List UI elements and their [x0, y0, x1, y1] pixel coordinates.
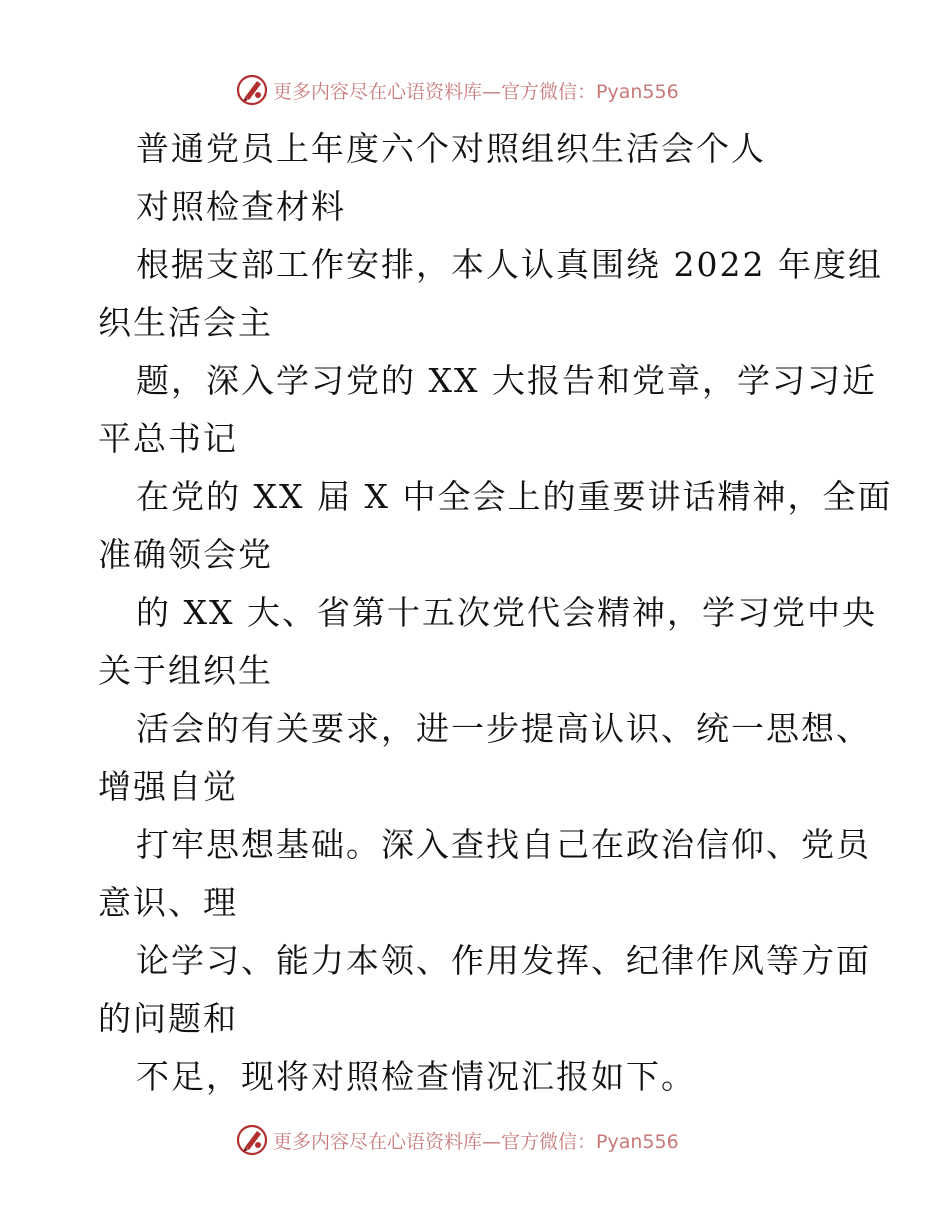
text-line: 根据支部工作安排，本人认真围绕 2022 年度组: [136, 245, 883, 284]
watermark-text: 更多内容尽在心语资料库—官方微信：Pyan556: [273, 80, 679, 103]
watermark-banner-top: [235, 70, 679, 110]
text-line: 的问题和: [98, 999, 238, 1038]
text-line: 平总书记: [98, 419, 238, 458]
text-line: 对照检查材料: [136, 187, 346, 226]
watermark-banner-bottom: [235, 1120, 679, 1160]
text-line: 在党的 XX 届 X 中全会上的重要讲话精神，全面: [136, 477, 893, 516]
text-line: 打牢思想基础。深入查找自己在政治信仰、党员: [136, 825, 871, 864]
text-line: 关于组织生: [98, 651, 273, 690]
text-line: 的 XX 大、省第十五次党代会精神，学习党中央: [136, 593, 877, 632]
text-line: 不足，现将对照检查情况汇报如下。: [136, 1057, 696, 1096]
text-line: 题，深入学习党的 XX 大报告和党章，学习习近: [136, 361, 877, 400]
text-line: 论学习、能力本领、作用发挥、纪律作风等方面: [136, 941, 871, 980]
document-body: [98, 120, 893, 1106]
text-line: 织生活会主: [98, 303, 273, 342]
watermark-text: 更多内容尽在心语资料库—官方微信：Pyan556: [273, 1130, 679, 1153]
text-line: 活会的有关要求，进一步提高认识、统一思想、: [136, 709, 871, 748]
text-line: 意识、理: [98, 883, 238, 922]
text-line: 普通党员上年度六个对照组织生活会个人: [136, 129, 766, 168]
text-line: 增强自觉: [98, 767, 238, 806]
text-line: 准确领会党: [98, 535, 273, 574]
pen-logo-icon: [235, 73, 269, 107]
pen-logo-icon: [235, 1123, 269, 1157]
